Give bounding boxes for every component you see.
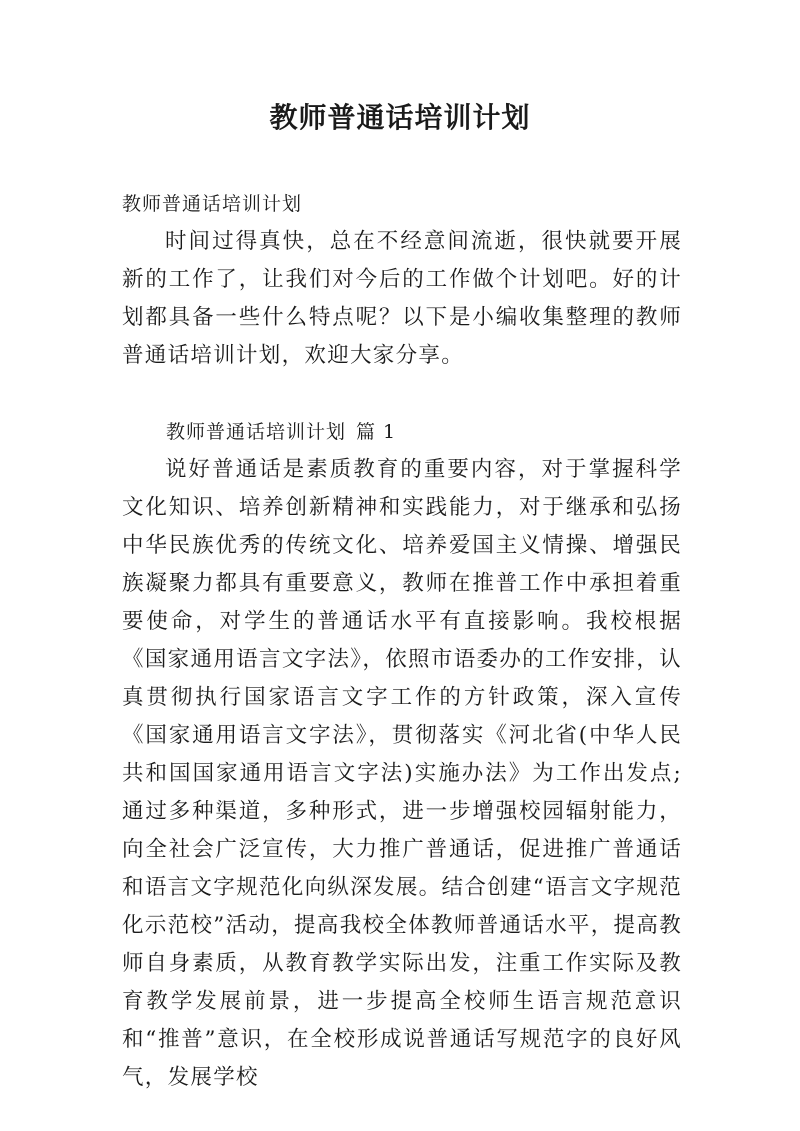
document-subtitle: 教师普通话培训计划 [122, 193, 303, 215]
document-body [122, 185, 682, 1097]
section-body-paragraph: 说好普通话是素质教育的重要内容，对于掌握科学文化知识、培养创新精神和实践能力，对于继承和弘扬中华民族优秀的传统文化、培养爱国主义情操、增强民族凝聚力都具有重要意义，教师在推普工作中承担着重要使命，对学生的普通话水平有直接影响。我校根据《国家通用语言文字法》，依照市语委办的工作安排，认真贯彻执行国家语言文字工作的方针政策，深入宣传《国家通用语言文字法》，贯彻落实《河北省(中华人民共和国国家通用语言文字法)实施办法》为工作出发点;通过多种渠道，多种形式，进一步增强校园辐射能力，向全社会广泛宣传，大力推广普通话，促进推广普通话和语言文字规范化向纵深发展。结合创建“语言文字规范化示范校”活动，提高我校全体教师普通话水平，提高教师自身素质，从教育教学实际出发，注重工作实际及教育教学发展前景，进一步提高全校师生语言规范意识和“推普”意识，在全校形成说普通话写规范字的良好风气，发展学校 [122, 457, 682, 1090]
section-heading-text: 教师普通话培训计划 [166, 421, 347, 443]
paragraph-spacer [122, 375, 682, 413]
section-number: 篇 1 [356, 421, 397, 443]
document-title: 教师普通话培训计划 [269, 101, 531, 134]
intro-paragraph: 时间过得真快，总在不经意间流逝，很快就要开展新的工作了，让我们对今后的工作做个计划吧。好的计划都具备一些什么特点呢？以下是小编收集整理的教师普通话培训计划，欢迎大家分享。 [122, 229, 682, 368]
section-heading [122, 413, 682, 451]
